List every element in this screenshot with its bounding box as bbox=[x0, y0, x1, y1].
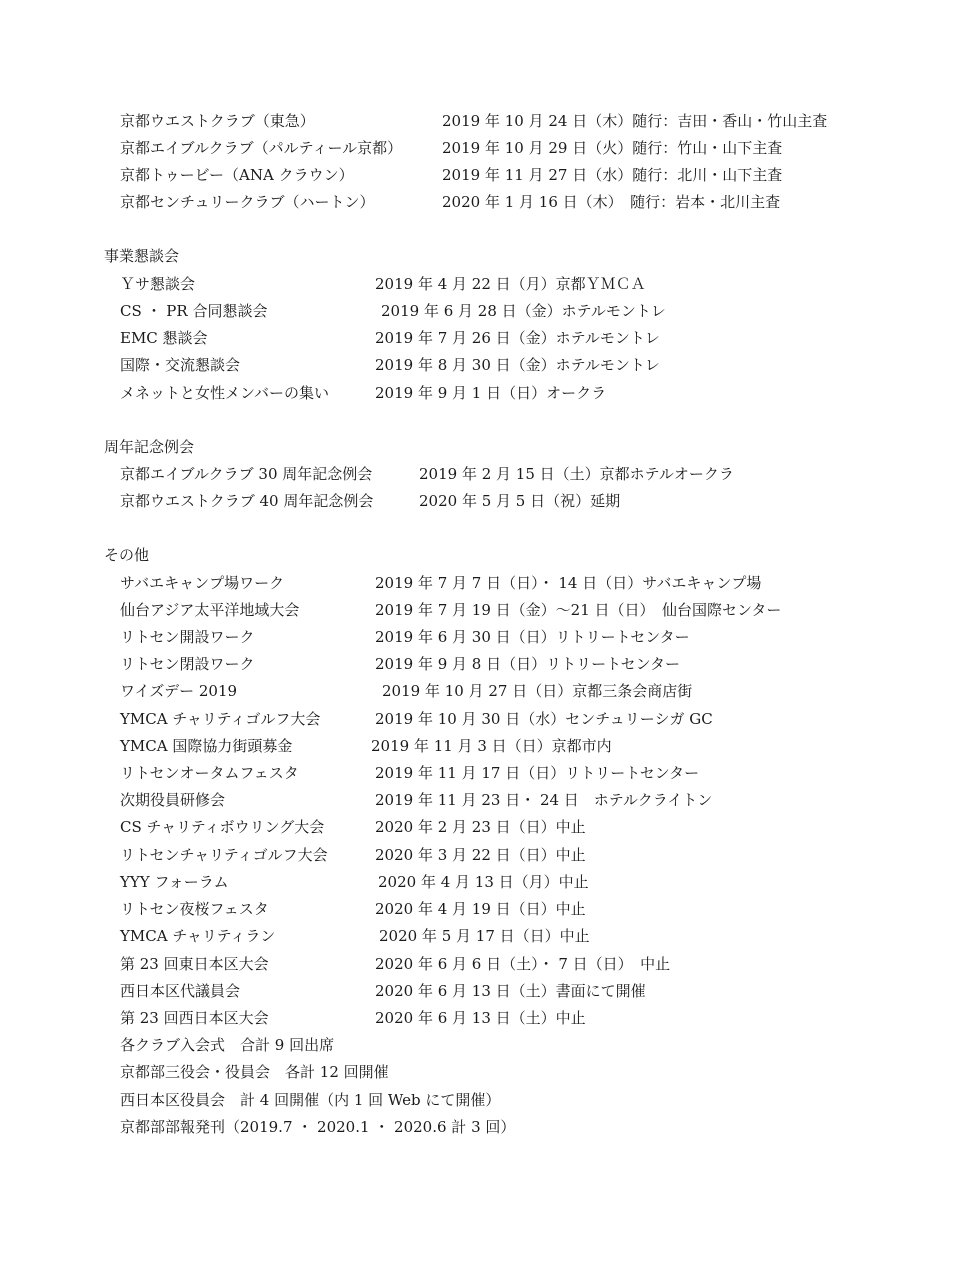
event-detail: 2020 年 4 月 19 日（日）中止 bbox=[375, 900, 586, 918]
event-detail: 2019 年 6 月 30 日（日）リトリートセンター bbox=[375, 628, 690, 646]
event-detail: 2019 年 2 月 15 日（土）京都ホテルオークラ bbox=[419, 465, 734, 483]
event-name: 仙台アジア太平洋地域大会 bbox=[120, 601, 300, 619]
event-detail: 2020 年 6 月 13 日（土）中止 bbox=[375, 1009, 586, 1027]
event-name: YMCA 国際協力街頭募金 bbox=[120, 737, 293, 755]
event-name: YYY フォーラム bbox=[120, 873, 229, 891]
event-detail: 2019 年 7 月 7 日（日）・ 14 日（日）サバエキャンプ場 bbox=[375, 574, 762, 592]
event-detail: 2019 年 7 月 26 日（金）ホテルモントレ bbox=[375, 329, 660, 347]
event-name: リトセン閉設ワーク bbox=[120, 655, 255, 673]
event-detail: 2019 年 8 月 30 日（金）ホテルモントレ bbox=[375, 356, 660, 374]
event-detail: 2020 年 3 月 22 日（日）中止 bbox=[375, 846, 586, 864]
event-name: 京都センチュリークラブ（ハートン） bbox=[120, 193, 375, 211]
event-detail: 2019 年 10 月 24 日（木）随行：吉田・香山・竹山主査 bbox=[442, 112, 828, 130]
event-name: EMC 懇談会 bbox=[120, 329, 208, 347]
event-name: リトセンオータムフェスタ bbox=[120, 764, 299, 782]
event-detail: 2020 年 2 月 23 日（日）中止 bbox=[375, 818, 586, 836]
event-name: 京都エイブルクラブ（パルティール京都） bbox=[120, 139, 403, 157]
event-detail: 2019 年 10 月 29 日（火）随行：竹山・山下主査 bbox=[442, 139, 783, 157]
event-detail: 2019 年 11 月 3 日（日）京都市内 bbox=[371, 737, 612, 755]
event-name: 京都ウエストクラブ（東急） bbox=[120, 112, 315, 130]
event-name: 西日本区代議員会 bbox=[120, 982, 241, 1000]
event-name: ワイズデー 2019 bbox=[120, 682, 238, 700]
event-name: 第 23 回東日本区大会 bbox=[120, 955, 269, 973]
event-name: リトセンチャリティゴルフ大会 bbox=[120, 846, 328, 864]
event-detail: 2020 年 4 月 13 日（月）中止 bbox=[378, 873, 589, 891]
event-name: YMCA チャリティラン bbox=[120, 927, 276, 945]
note-line: 各クラブ入会式 合計 9 回出席 bbox=[120, 1036, 335, 1054]
section-heading-shunen: 周年記念例会 bbox=[104, 438, 195, 456]
event-name: リトセン開設ワーク bbox=[120, 628, 255, 646]
event-detail: 2019 年 10 月 30 日（水）センチュリーシガ GC bbox=[375, 710, 713, 728]
event-name: CS ・ PR 合同懇談会 bbox=[120, 302, 268, 320]
note-line: 京都部部報発刊（2019.7 ・ 2020.1 ・ 2020.6 計 3 回） bbox=[120, 1118, 516, 1136]
section-heading-sonota: その他 bbox=[104, 546, 150, 564]
event-name: 第 23 回西日本区大会 bbox=[120, 1009, 269, 1027]
note-line: 京都部三役会・役員会 各計 12 回開催 bbox=[120, 1063, 389, 1081]
event-detail: 2020 年 5 月 17 日（日）中止 bbox=[379, 927, 590, 945]
event-name: 京都ウエストクラブ 40 周年記念例会 bbox=[120, 492, 374, 510]
event-name: リトセン夜桜フェスタ bbox=[120, 900, 269, 918]
event-detail: 2019 年 4 月 22 日（月）京都ＹＭＣＡ bbox=[375, 275, 646, 293]
event-detail: 2019 年 11 月 27 日（水）随行：北川・山下主査 bbox=[442, 166, 783, 184]
event-name: 国際・交流懇談会 bbox=[120, 356, 241, 374]
event-name: 次期役員研修会 bbox=[120, 791, 226, 809]
event-name: 京都エイブルクラブ 30 周年記念例会 bbox=[120, 465, 373, 483]
event-name: Ｙサ懇談会 bbox=[120, 275, 196, 293]
event-detail: 2019 年 11 月 23 日・ 24 日 ホテルクライトン bbox=[375, 791, 713, 809]
event-detail: 2020 年 6 月 13 日（土）書面にて開催 bbox=[375, 982, 646, 1000]
event-detail: 2019 年 10 月 27 日（日）京都三条会商店街 bbox=[382, 682, 693, 700]
event-detail: 2019 年 9 月 1 日（日）オークラ bbox=[375, 384, 607, 402]
event-name: YMCA チャリティゴルフ大会 bbox=[120, 710, 321, 728]
event-detail: 2019 年 9 月 8 日（日）リトリートセンター bbox=[375, 655, 681, 673]
section-heading-jigyo: 事業懇談会 bbox=[104, 247, 180, 265]
event-detail: 2020 年 6 月 6 日（土）・ 7 日（日） 中止 bbox=[375, 955, 671, 973]
event-name: サバエキャンプ場ワーク bbox=[120, 574, 285, 592]
event-detail: 2019 年 11 月 17 日（日）リトリートセンター bbox=[375, 764, 700, 782]
event-name: 京都トゥービー（ANA クラウン） bbox=[120, 166, 354, 184]
event-detail: 2020 年 5 月 5 日（祝）延期 bbox=[419, 492, 621, 510]
event-name: メネットと女性メンバーの集い bbox=[120, 384, 329, 402]
event-name: CS チャリティボウリング大会 bbox=[120, 818, 325, 836]
event-detail: 2019 年 7 月 19 日（金）～21 日（日） 仙台国際センター bbox=[375, 601, 782, 619]
note-line: 西日本区役員会 計 4 回開催（内 1 回 Web にて開催） bbox=[120, 1091, 501, 1109]
event-detail: 2019 年 6 月 28 日（金）ホテルモントレ bbox=[381, 302, 666, 320]
event-detail: 2020 年 1 月 16 日（木） 随行：岩本・北川主査 bbox=[442, 193, 781, 211]
